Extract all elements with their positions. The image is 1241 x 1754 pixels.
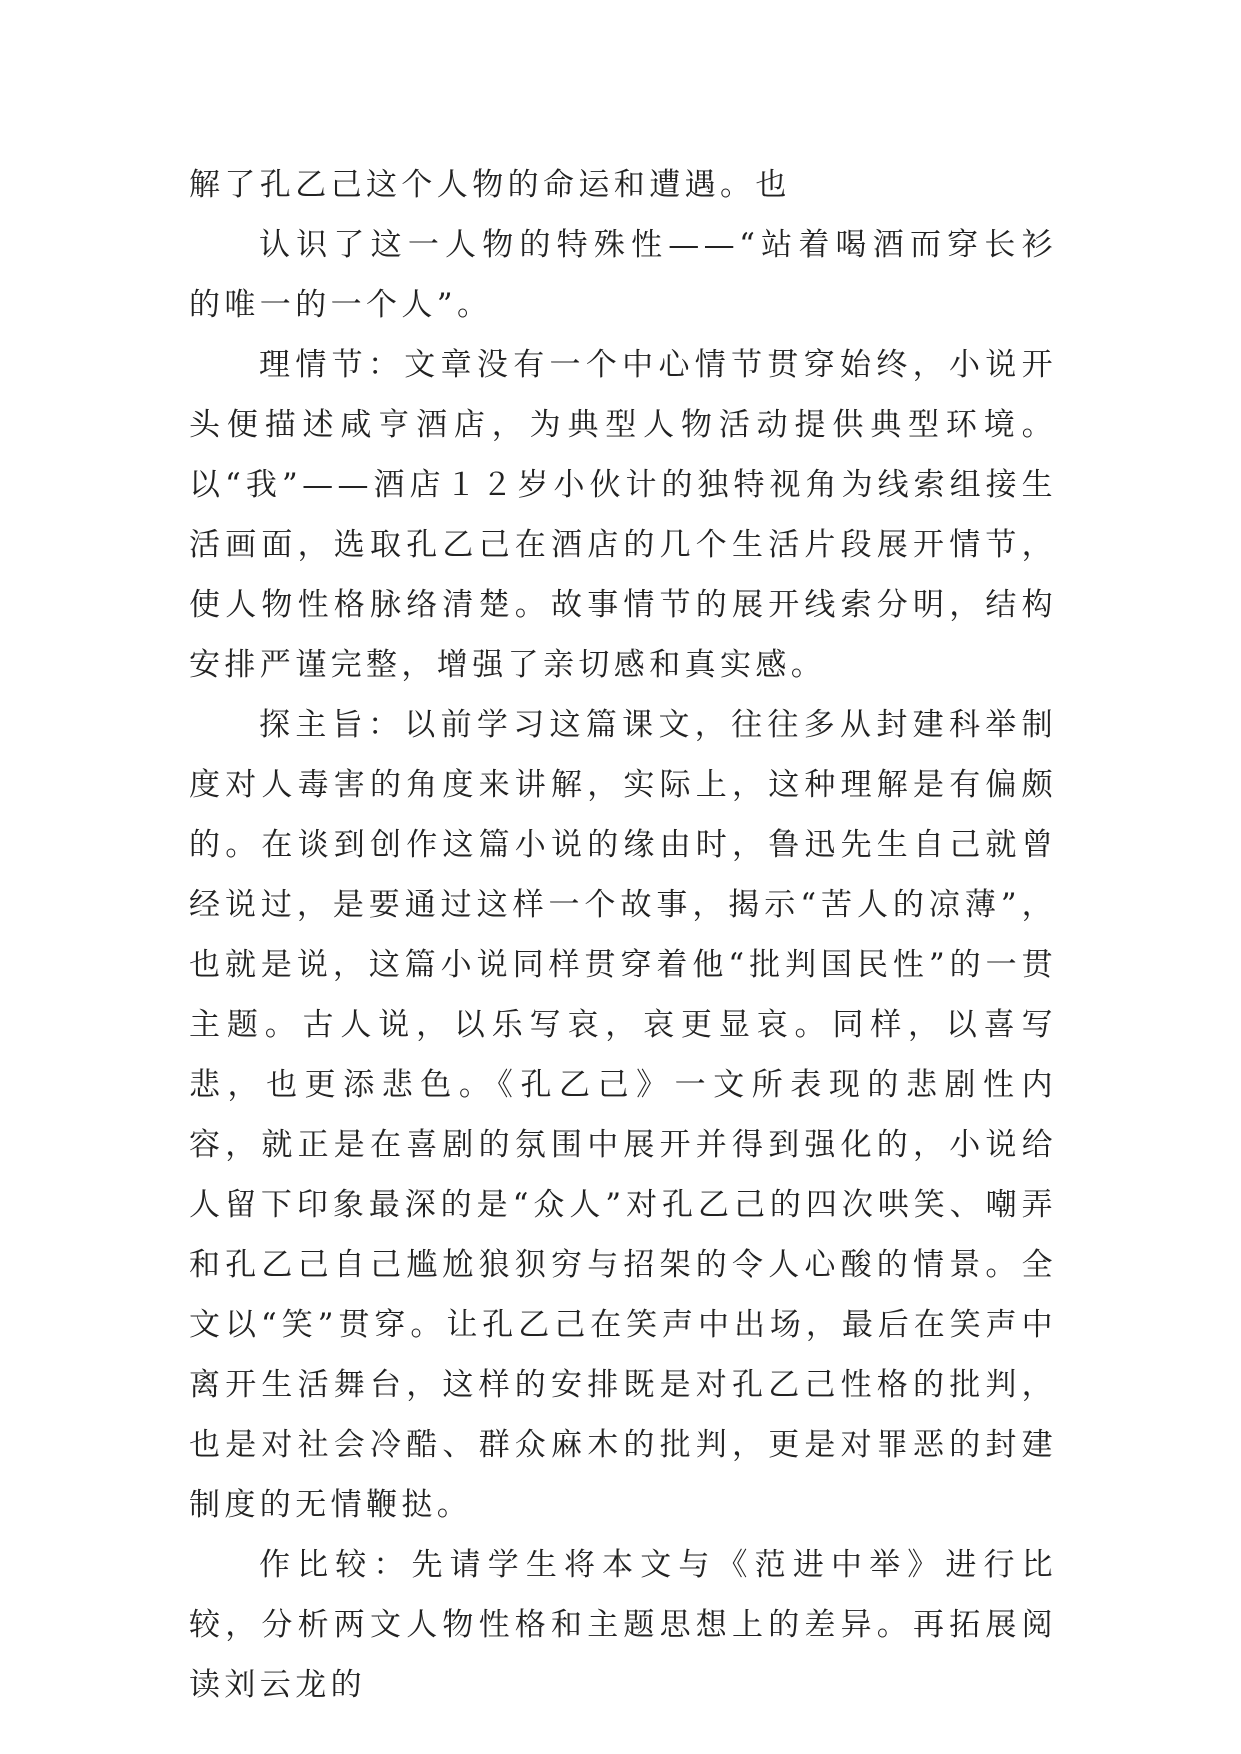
document-body: [189, 155, 1057, 1715]
paragraph-character-trait: 认识了这一人物的特殊性——“站着喝酒而穿长衫的唯一的一个人”。: [189, 227, 1057, 323]
paragraph-comparison: 作比较：先请学生将本文与《范进中举》进行比较，分析两文人物性格和主题思想上的差异。再拓展阅读刘云龙的: [189, 1547, 1057, 1703]
paragraph-theme: 探主旨：以前学习这篇课文，往往多从封建科举制度对人毒害的角度来讲解，实际上，这种理解是有偏颇的。在谈到创作这篇小说的缘由时，鲁迅先生自己就曾经说过，是要通过这样一个故事，揭示“苦人的凉薄”，也就是说，这篇小说同样贯穿着他“批判国民性”的一贯主题。古人说，以乐写哀，哀更显哀。同样，以喜写悲，也更添悲色。《孔乙己》一文所表现的悲剧性内容，就正是在喜剧的氛围中展开并得到强化的，小说给人留下印象最深的是“众人”对孔乙己的四次哄笑、嘲弄和孔乙己自己尴尬狼狈穷与招架的令人心酸的情景。全文以“笑”贯穿。让孔乙己在笑声中出场，最后在笑声中离开生活舞台，这样的安排既是对孔乙己性格的批判，也是对社会冷酷、群众麻木的批判，更是对罪恶的封建制度的无情鞭挞。: [189, 707, 1057, 1523]
paragraph-continuation: 解了孔乙己这个人物的命运和遭遇。也: [189, 167, 791, 203]
paragraph-plot: 理情节：文章没有一个中心情节贯穿始终，小说开头便描述咸亨酒店，为典型人物活动提供典型环境。以“我”——酒店１２岁小伙计的独特视角为线索组接生活画面，选取孔乙己在酒店的几个生活片段展开情节，使人物性格脉络清楚。故事情节的展开线索分明，结构安排严谨完整，增强了亲切感和真实感。: [189, 347, 1057, 683]
